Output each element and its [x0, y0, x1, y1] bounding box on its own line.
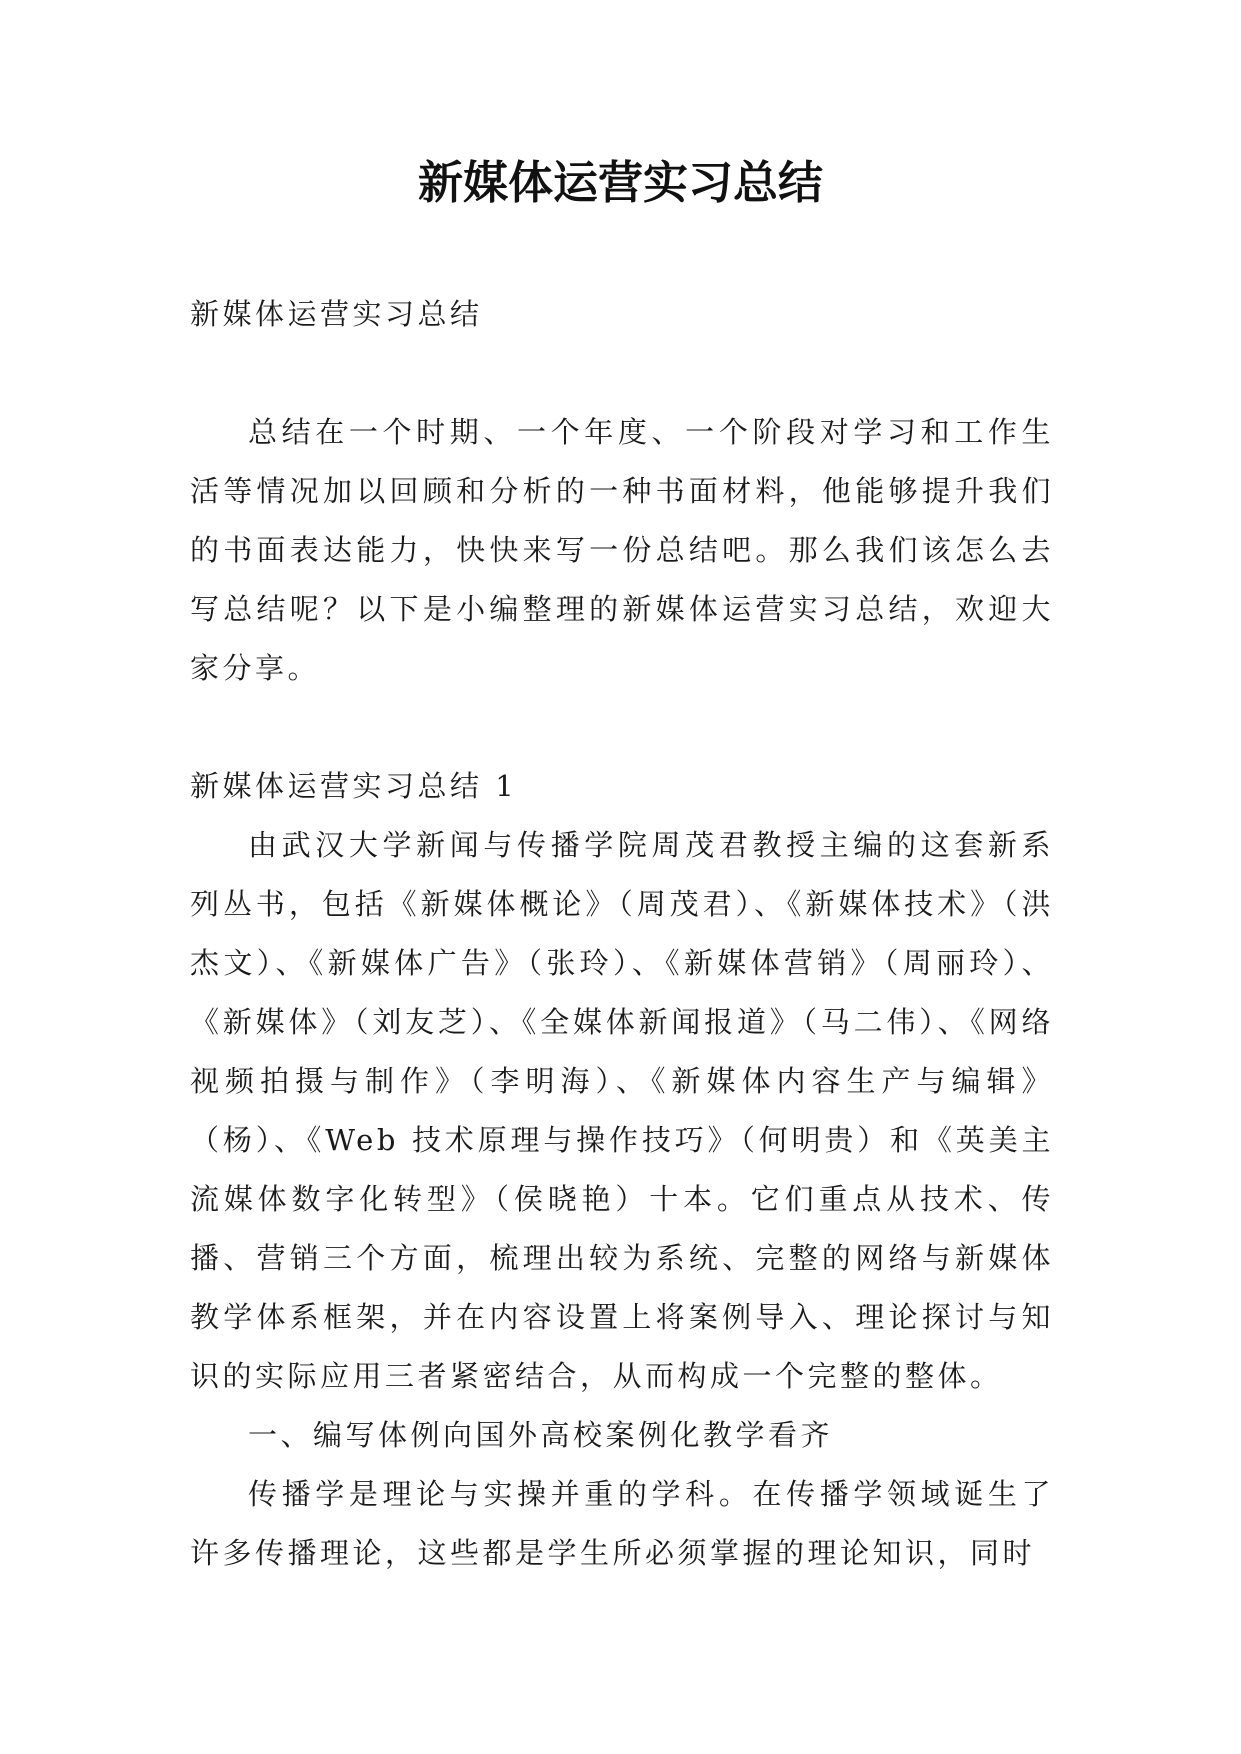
body-paragraph: 传播学是理论与实操并重的学科。在传播学领域诞生了许多传播理论，这些都是学生所必须掌握的理论知识，同时 — [190, 1477, 1054, 1570]
body-paragraph: 由武汉大学新闻与传播学院周茂君教授主编的这套新系列丛书，包括《新媒体概论》（周茂君）、《新媒体技术》（洪杰文）、《新媒体广告》（张玲）、《新媒体营销》（周丽玲）、《新媒体》（刘友芝）、《全媒体新闻报道》（马二伟）、《网络视频拍摄与制作》（李明海）、《新媒体内容生产与编辑》（杨）、《Web 技术原理与操作技巧》（何明贵）和《英美主流媒体数字化转型》（侯晓艳）十本。它们重点从技术、传播、营销三个方面，梳理出较为系统、完整的网络与新媒体教学体系框架，并在内容设置上将案例导入、理论探讨与知识的实际应用三者紧密结合，从而构成一个完整的整体。 — [190, 828, 1054, 1393]
intro-paragraph: 总结在一个时期、一个年度、一个阶段对学习和工作生活等情况加以回顾和分析的一种书面材料，他能够提升我们的书面表达能力，快快来写一份总结吧。那么我们该怎么去写总结呢？以下是小编整理的新媒体运营实习总结，欢迎大家分享。 — [190, 415, 1054, 685]
document-subtitle: 新媒体运营实习总结 — [190, 297, 483, 331]
section-heading: 新媒体运营实习总结 1 — [190, 769, 518, 803]
subheading: 一、编写体例向国外高校案例化教学看齐 — [248, 1418, 834, 1452]
document-title: 新媒体运营实习总结 — [417, 156, 823, 209]
spacer — [190, 698, 1054, 757]
document-body — [190, 285, 1054, 1583]
spacer — [190, 344, 1054, 403]
